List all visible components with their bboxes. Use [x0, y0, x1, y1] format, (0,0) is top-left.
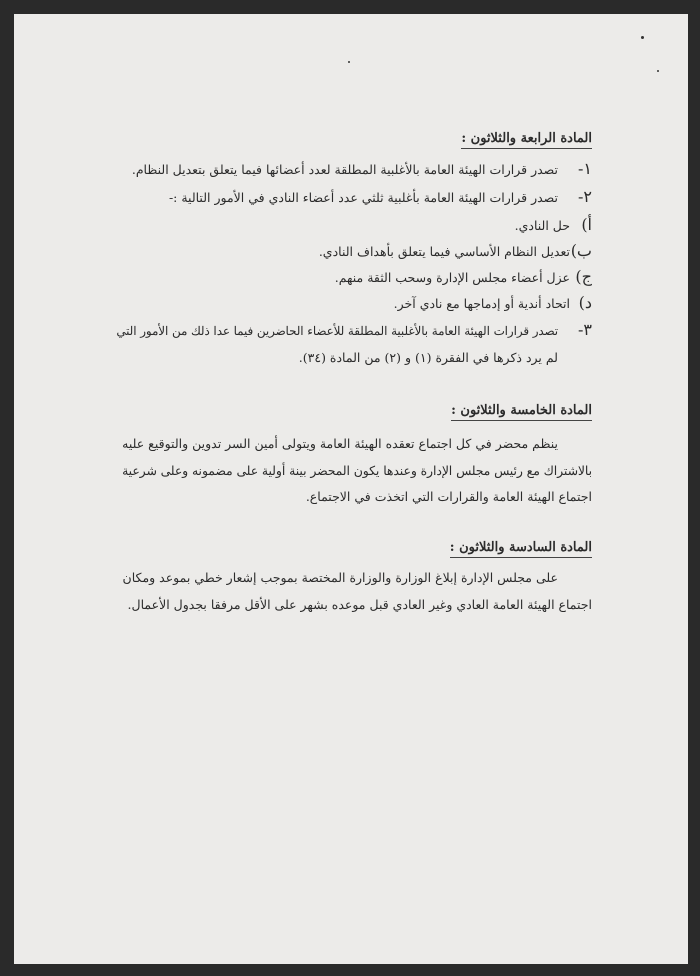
document-page: [14, 14, 688, 964]
paragraph-text: بالاشتراك مع رئيس مجلس الإدارة وعندها يكون المحضر بينة أولية على مضمونه وعلى شرعية: [122, 464, 592, 478]
article-34-item-3-continuation: [117, 347, 558, 366]
sub-item-letter: ج): [575, 267, 592, 286]
article-36-heading: المادة السادسة والثلاثون :: [450, 540, 592, 558]
paper-speck: [641, 36, 644, 39]
article-35-line-1: [117, 433, 558, 452]
paragraph-text: اجتماع الهيئة العامة العادي وغير العادي قبل موعده بشهر على الأقل مرفقا بجدول الأعمال.: [127, 597, 592, 612]
paper-speck: [348, 61, 350, 63]
article-36-line-2: [117, 594, 592, 613]
article-34-sub-b: [117, 241, 592, 260]
article-35-line-3: [117, 486, 592, 505]
article-34-sub-c: [117, 267, 592, 286]
article-34-item-3: [117, 320, 592, 339]
item-number: ١-: [578, 159, 592, 178]
article-34-item-2: [117, 187, 592, 206]
article-34-sub-d: [117, 293, 592, 312]
article-34-heading: المادة الرابعة والثلاثون :: [461, 131, 592, 149]
sub-item-text: تعديل النظام الأساسي فيما يتعلق بأهداف النادي.: [318, 244, 570, 259]
paragraph-text: اجتماع الهيئة العامة والقرارات التي اتخذت في الاجتماع.: [305, 489, 592, 504]
item-number: ٢-: [578, 187, 592, 206]
item-text: تصدر قرارات الهيئة العامة بالأغلبية المطلقة للأعضاء الحاضرين فيما عدا ذلك من الأمور التي: [116, 324, 558, 338]
paper-speck: [657, 70, 659, 72]
item-text: تصدر قرارات الهيئة العامة بالأغلبية المطلقة لعدد أعضائها فيما يتعلق بتعديل النظام.: [131, 162, 558, 177]
article-35-heading: المادة الخامسة والثلاثون :: [451, 403, 592, 421]
article-34-item-1: [117, 159, 592, 178]
sub-item-letter: أ): [581, 215, 592, 234]
item-text: تصدر قرارات الهيئة العامة بأغلبية ثلثي عدد أعضاء النادي في الأمور التالية :-: [168, 190, 558, 205]
item-text: لم يرد ذكرها في الفقرة (١) و (٢) من المادة (٣٤).: [298, 350, 558, 365]
sub-item-text: حل النادي.: [514, 218, 570, 233]
article-34-sub-a: [117, 215, 592, 234]
sub-item-text: اتحاد أندية أو إدماجها مع نادي آخر.: [393, 296, 570, 311]
sub-item-text: عزل أعضاء مجلس الإدارة وسحب الثقة منهم.: [334, 270, 570, 285]
paragraph-text: على مجلس الإدارة إبلاغ الوزارة والوزارة المختصة بموجب إشعار خطي بموعد ومكان: [122, 570, 558, 585]
paragraph-text: ينظم محضر في كل اجتماع تعقده الهيئة العامة ويتولى أمين السر تدوين والتوقيع عليه: [122, 436, 558, 451]
article-36-line-1: [117, 567, 558, 586]
article-35-line-2: [117, 460, 592, 479]
sub-item-letter: د): [578, 293, 592, 312]
sub-item-letter: ب): [570, 241, 592, 260]
item-number: ٣-: [578, 320, 592, 339]
